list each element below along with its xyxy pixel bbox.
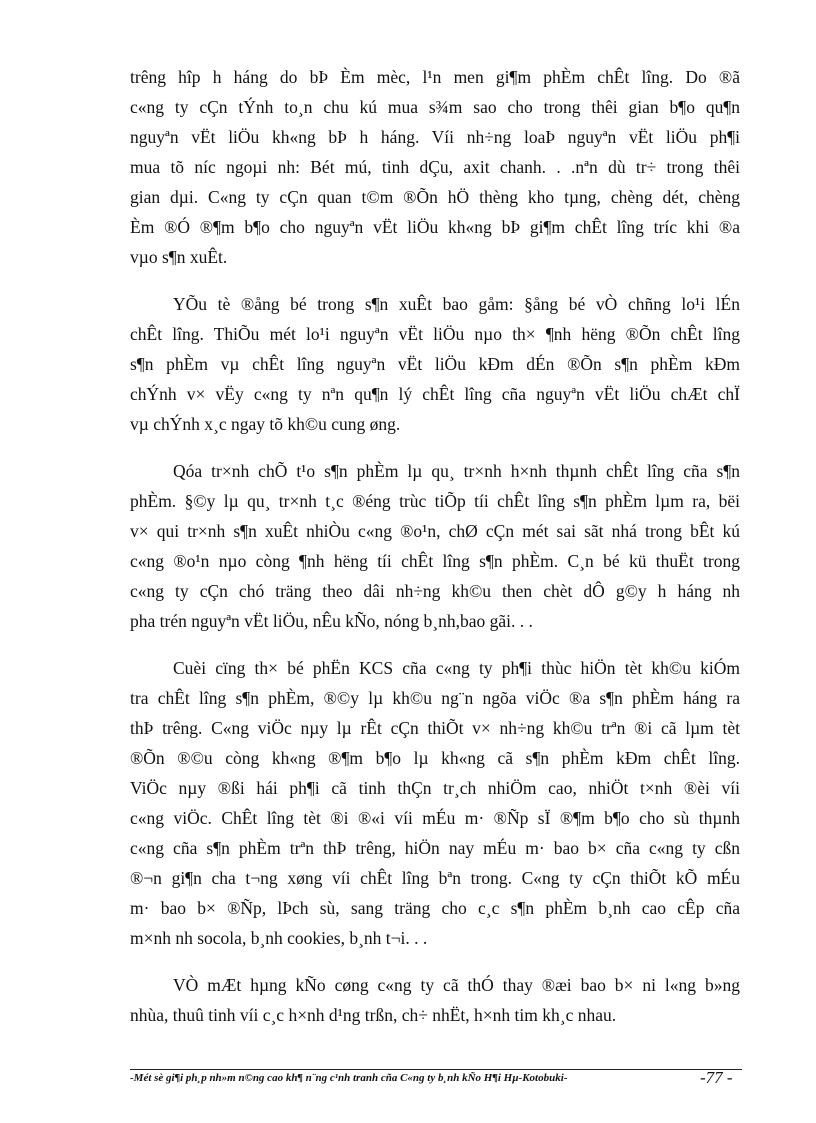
text-line: nguyªn vËt liÖu kh«ng bÞ h háng. Víi nh÷ng loaÞ nguyªn vËt liÖu ph¶i — [130, 127, 740, 147]
page-number: -77 - — [700, 1068, 733, 1087]
text-line: v× qui tr×nh s¶n xuÊt nhiÒu c«ng ®o¹n, chØ cÇn mét sai sãt nhá trong bÊt kú — [130, 521, 740, 541]
text-line: m· bao b× ®Ñp, lÞch sù, sang träng cho c¸c s¶n phÈm b¸nh cao cÊp cña — [130, 898, 740, 918]
paragraph — [130, 62, 740, 272]
text-line: c«ng ty cÇn tÝnh to¸n chu kú mua s¾m sao cho trong thêi gian b¶o qu¶n — [130, 97, 740, 117]
text-line: phÈm. §©y lµ qu¸ tr×nh t¸c ®éng trùc tiÕp tíi chÊt lîng s¶n phÈm lµm ra, bëi — [130, 491, 740, 511]
text-line: m×nh nh socola, b¸nh cookies, b¸nh t¬i. . . — [130, 928, 428, 948]
text-line: mua tõ níc ngoµi nh: Bét mú, tinh dÇu, axit chanh. . .nªn dù tr÷ trong thêi — [130, 157, 740, 177]
body-text — [130, 62, 740, 1047]
text-line: c«ng ®o¹n nµo còng ¶nh hëng tíi chÊt lîng s¶n phÈm. C¸n bé kü thuËt trong — [130, 551, 740, 571]
paragraph — [130, 653, 740, 953]
text-line: c«ng cña s¶n phÈm trªn thÞ trêng, hiÖn nay mÉu m· bao b× cña c«ng ty cßn — [130, 838, 740, 858]
footer-divider — [130, 1069, 742, 1070]
text-line: vµo s¶n xuÊt. — [130, 247, 228, 267]
text-line: pha trén nguyªn vËt liÖu, nÊu kÑo, nóng b¸nh,bao gãi. . . — [130, 611, 533, 631]
text-line: trêng hîp h háng do bÞ Èm mèc, l¹n men gi¶m phÈm chÊt lîng. Do ®ã — [130, 67, 740, 87]
text-line: ®¬n gi¶n cha t¬ng xøng víi chÊt lîng bªn trong. C«ng ty cÇn thiÕt kÕ mÉu — [130, 868, 740, 888]
text-line: c«ng ty cÇn chó träng theo dâi nh÷ng kh©u then chèt dÔ g©y h háng nh — [130, 581, 740, 601]
text-line: nhùa, thuû tinh víi c¸c h×nh d¹ng trßn, ch÷ nhËt, h×nh tim kh¸c nhau. — [130, 1005, 617, 1025]
text-line: thÞ trêng. C«ng viÖc nµy lµ rÊt cÇn thiÕt v× nh÷ng kh©u trªn ®i cã lµm tèt — [130, 718, 740, 738]
text-line: YÕu tè ®ång bé trong s¶n xuÊt bao gåm: §ång bé vÒ chñng lo¹i lÉn — [173, 294, 740, 314]
text-line: tra chÊt lîng s¶n phÈm, ®©y lµ kh©u ng¨n ngõa viÖc ®a s¶n phÈm háng ra — [130, 688, 740, 708]
paragraph — [130, 970, 740, 1030]
text-line: gian dµi. C«ng ty cÇn quan t©m ®Õn hÖ thèng kho tµng, chèng dét, chèng — [130, 187, 740, 207]
text-line: ®Õn ®©u còng kh«ng ®¶m b¶o lµ kh«ng cã s¶n phÈm kÐm chÊt lîng. — [130, 748, 740, 768]
paragraph — [130, 289, 740, 439]
text-line: ViÖc nµy ®ßi hái ph¶i cã tinh thÇn tr¸ch nhiÖm cao, nhiÖt t×nh ®èi víi — [130, 778, 740, 798]
footer-title: -Mét sè gi¶i ph¸p nh»m n©ng cao kh¶ n¨ng c¹nh tranh cña C«ng ty b¸nh kÑo H¶i Hµ-Kotobuki- — [130, 1072, 568, 1084]
text-line: Qóa tr×nh chÕ t¹o s¶n phÈm lµ qu¸ tr×nh h×nh thµnh chÊt lîng cña s¶n — [173, 461, 740, 481]
text-line: chÊt lîng. ThiÕu mét lo¹i nguyªn vËt liÖu nµo th× ¶nh hëng ®Õn chÊt lîng — [130, 324, 740, 344]
text-line: vµ chÝnh x¸c ngay tõ kh©u cung øng. — [130, 414, 401, 434]
text-line: c«ng viÖc. ChÊt lîng tèt ®i ®«i víi mÉu m· ®Ñp sÏ ®¶m b¶o cho sù thµnh — [130, 808, 740, 828]
text-line: s¶n phÈm vµ chÊt lîng nguyªn vËt liÖu kÐm dÉn ®Õn s¶n phÈm kÐm — [130, 354, 740, 374]
text-line: Cuèi cïng th× bé phËn KCS cña c«ng ty ph¶i thùc hiÖn tèt kh©u kiÓm — [173, 658, 740, 678]
text-line: VÒ mÆt hµng kÑo cøng c«ng ty cã thÓ thay ®æi bao b× ni l«ng b»ng — [173, 975, 740, 995]
text-line: Èm ®Ó ®¶m b¶o cho nguyªn vËt liÖu kh«ng bÞ gi¶m chÊt lîng tríc khi ®a — [130, 217, 740, 237]
text-line: chÝnh v× vËy c«ng ty nªn qu¶n lý chÊt lîng cña nguyªn vËt liÖu chÆt chÏ — [130, 384, 740, 404]
paragraph — [130, 456, 740, 636]
